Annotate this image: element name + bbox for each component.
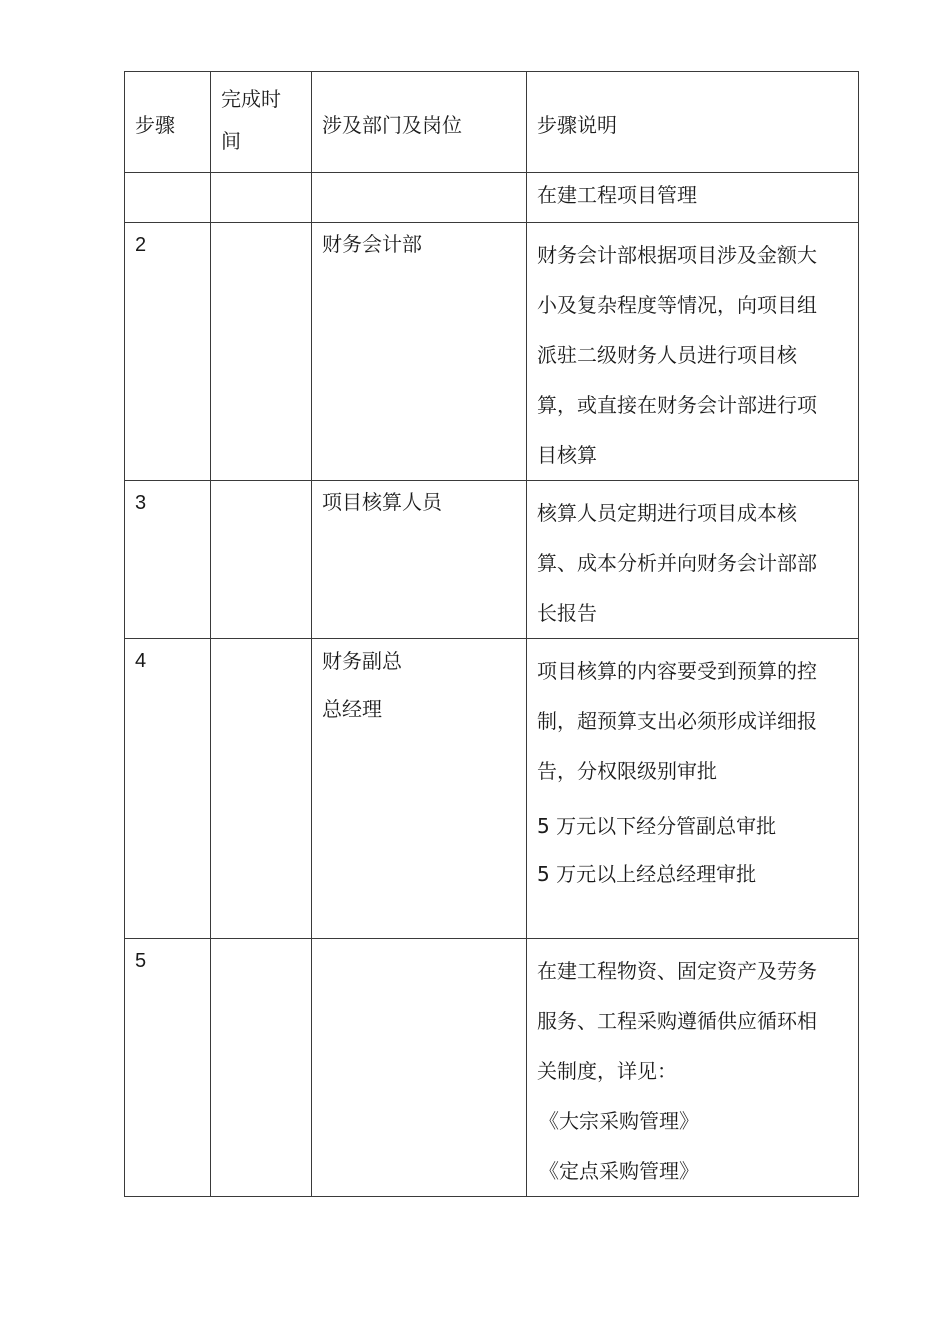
table-row: [125, 481, 859, 639]
reference-link: 《大宗采购管理》: [539, 1109, 699, 1133]
dept-cell: [312, 481, 527, 639]
dept-line: 总经理: [322, 697, 382, 721]
time-cell: [211, 939, 312, 1197]
dept-cell: [312, 173, 527, 223]
step-number: 4: [135, 650, 147, 672]
table-header-row: [125, 72, 859, 173]
desc-line: 长报告: [537, 601, 597, 625]
desc-line: 在建工程项目管理: [537, 183, 697, 207]
time-cell: [211, 173, 312, 223]
reference-link: 《定点采购管理》: [539, 1159, 699, 1183]
dept-cell: [312, 639, 527, 939]
time-cell: [211, 223, 312, 481]
desc-block: [527, 223, 858, 480]
desc-cell: [527, 939, 859, 1197]
dept-value: [312, 627, 526, 733]
desc-block: [527, 939, 858, 1196]
desc-line: 算、成本分析并向财务会计部部: [537, 551, 817, 575]
header-time-cell: [211, 72, 312, 173]
step-cell: [125, 223, 211, 481]
dept-cell: [312, 939, 527, 1197]
desc-line: 财务会计部根据项目涉及金额大: [537, 243, 817, 267]
desc-line: 关制度，详见：: [537, 1059, 677, 1083]
desc-line: 告，分权限级别审批: [537, 759, 717, 783]
step-cell: [125, 173, 211, 223]
desc-cell: [527, 173, 859, 223]
desc-line: 服务、工程采购遵循供应循环相: [537, 1009, 817, 1033]
table-row: [125, 939, 859, 1197]
step-number: 3: [135, 492, 147, 514]
procedure-table: [124, 71, 859, 1197]
desc-block: [527, 639, 858, 898]
step-number: 2: [135, 234, 147, 256]
desc-line: 小及复杂程度等情况，向项目组: [537, 293, 817, 317]
step-cell: [125, 481, 211, 639]
header-desc: 步骤说明: [537, 113, 617, 137]
desc-cell: [527, 223, 859, 481]
desc-line: 在建工程物资、固定资产及劳务: [537, 959, 817, 983]
time-cell: [211, 639, 312, 939]
desc-line: 算，或直接在财务会计部进行项: [537, 393, 817, 417]
desc-block: [527, 481, 858, 638]
header-desc-cell: [527, 72, 859, 173]
header-step: 步骤: [135, 113, 175, 137]
desc-cell: [527, 639, 859, 939]
step-number: [125, 173, 210, 183]
step-cell: [125, 939, 211, 1197]
desc-line: 目核算: [537, 443, 597, 467]
table-row: [125, 639, 859, 939]
header-dept-cell: [312, 72, 527, 173]
table-row: [125, 173, 859, 223]
dept-cell: [312, 223, 527, 481]
desc-line: 核算人员定期进行项目成本核: [537, 501, 797, 525]
desc-line: 项目核算的内容要受到预算的控: [537, 659, 817, 683]
step-cell: [125, 639, 211, 939]
dept-value: 项目核算人员: [322, 492, 442, 514]
desc-line: 制，超预算支出必须形成详细报: [537, 709, 817, 733]
header-dept: 涉及部门及岗位: [322, 113, 462, 137]
header-time: [211, 72, 311, 162]
header-time-line1: 完成时: [221, 87, 281, 111]
step-number: 5: [135, 950, 147, 972]
header-step-cell: [125, 72, 211, 173]
desc-cell: [527, 481, 859, 639]
dept-line: 财务副总: [322, 649, 402, 673]
time-cell: [211, 481, 312, 639]
table-row: [125, 223, 859, 481]
desc-line: 派驻二级财务人员进行项目核: [537, 343, 797, 367]
header-time-line2: 间: [221, 129, 241, 153]
approval-line: 5 万元以上经总经理审批: [537, 862, 757, 886]
approval-line: 5 万元以下经分管副总审批: [537, 814, 777, 838]
dept-value: 财务会计部: [322, 234, 422, 256]
